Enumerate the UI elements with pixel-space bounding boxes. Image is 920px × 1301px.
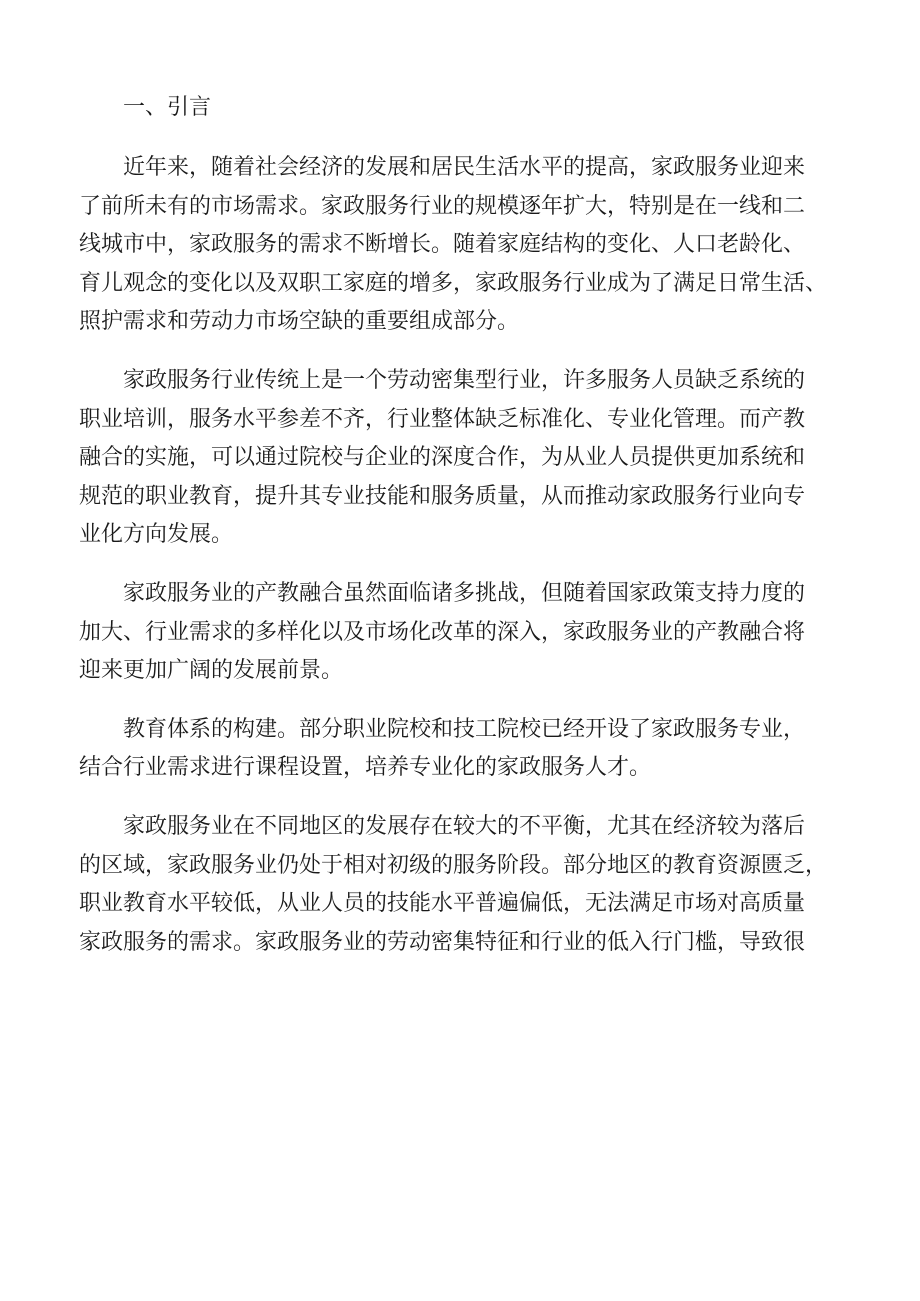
paragraph-5 — [79, 808, 859, 962]
section-heading: 一、引言 — [123, 95, 212, 120]
text-line: 教育体系的构建。部分职业院校和技工院校已经开设了家政服务专业， — [123, 716, 806, 742]
text-line: 家政服务行业传统上是一个劳动密集型行业，许多服务人员缺乏系统的 — [123, 367, 806, 393]
text-line: 了前所未有的市场需求。家政服务行业的规模逐年扩大，特别是在一线和二 — [79, 193, 806, 219]
text-line: 业化方向发展。 — [79, 522, 234, 548]
text-line: 家政服务业的产教融合虽然面临诸多挑战，但随着国家政策支持力度的 — [123, 580, 806, 606]
paragraph-1 — [79, 149, 859, 342]
text-line: 融合的实施，可以通过院校与企业的深度合作，为从业人员提供更加系统和 — [79, 445, 806, 471]
text-line: 家政服务的需求。家政服务业的劳动密集特征和行业的低入行门槛，导致很 — [79, 929, 806, 955]
paragraph-3 — [79, 575, 859, 691]
text-line: 近年来，随着社会经济的发展和居民生活水平的提高，家政服务业迎来 — [123, 155, 806, 180]
text-line: 加大、行业需求的多样化以及市场化改革的深入，家政服务业的产教融合将 — [79, 619, 806, 645]
text-line: 结合行业需求进行课程设置，培养专业化的家政服务人才。 — [79, 755, 652, 781]
paragraph-4 — [79, 711, 859, 788]
text-line: 家政服务业在不同地区的发展存在较大的不平衡，尤其在经济较为落后 — [123, 813, 806, 839]
text-line: 照护需求和劳动力市场空缺的重要组成部分。 — [79, 309, 520, 335]
text-line: 职业培训，服务水平参差不齐，行业整体缺乏标准化、专业化管理。而产教 — [79, 406, 806, 432]
text-line: 线城市中，家政服务的需求不断增长。随着家庭结构的变化、人口老龄化、 — [79, 232, 806, 258]
text-line: 育儿观念的变化以及双职工家庭的增多，家政服务行业成为了满足日常生活、 — [79, 270, 828, 296]
paragraph-2 — [79, 362, 859, 555]
document-body — [79, 86, 859, 962]
text-line: 的区域，家政服务业仍处于相对初级的服务阶段。部分地区的教育资源匮乏， — [79, 852, 828, 878]
text-line: 规范的职业教育，提升其专业技能和服务质量，从而推动家政服务行业向专 — [79, 483, 806, 509]
text-line: 迎来更加广阔的发展前景。 — [79, 658, 344, 684]
text-line: 职业教育水平较低，从业人员的技能水平普遍偏低，无法满足市场对高质量 — [79, 891, 806, 917]
